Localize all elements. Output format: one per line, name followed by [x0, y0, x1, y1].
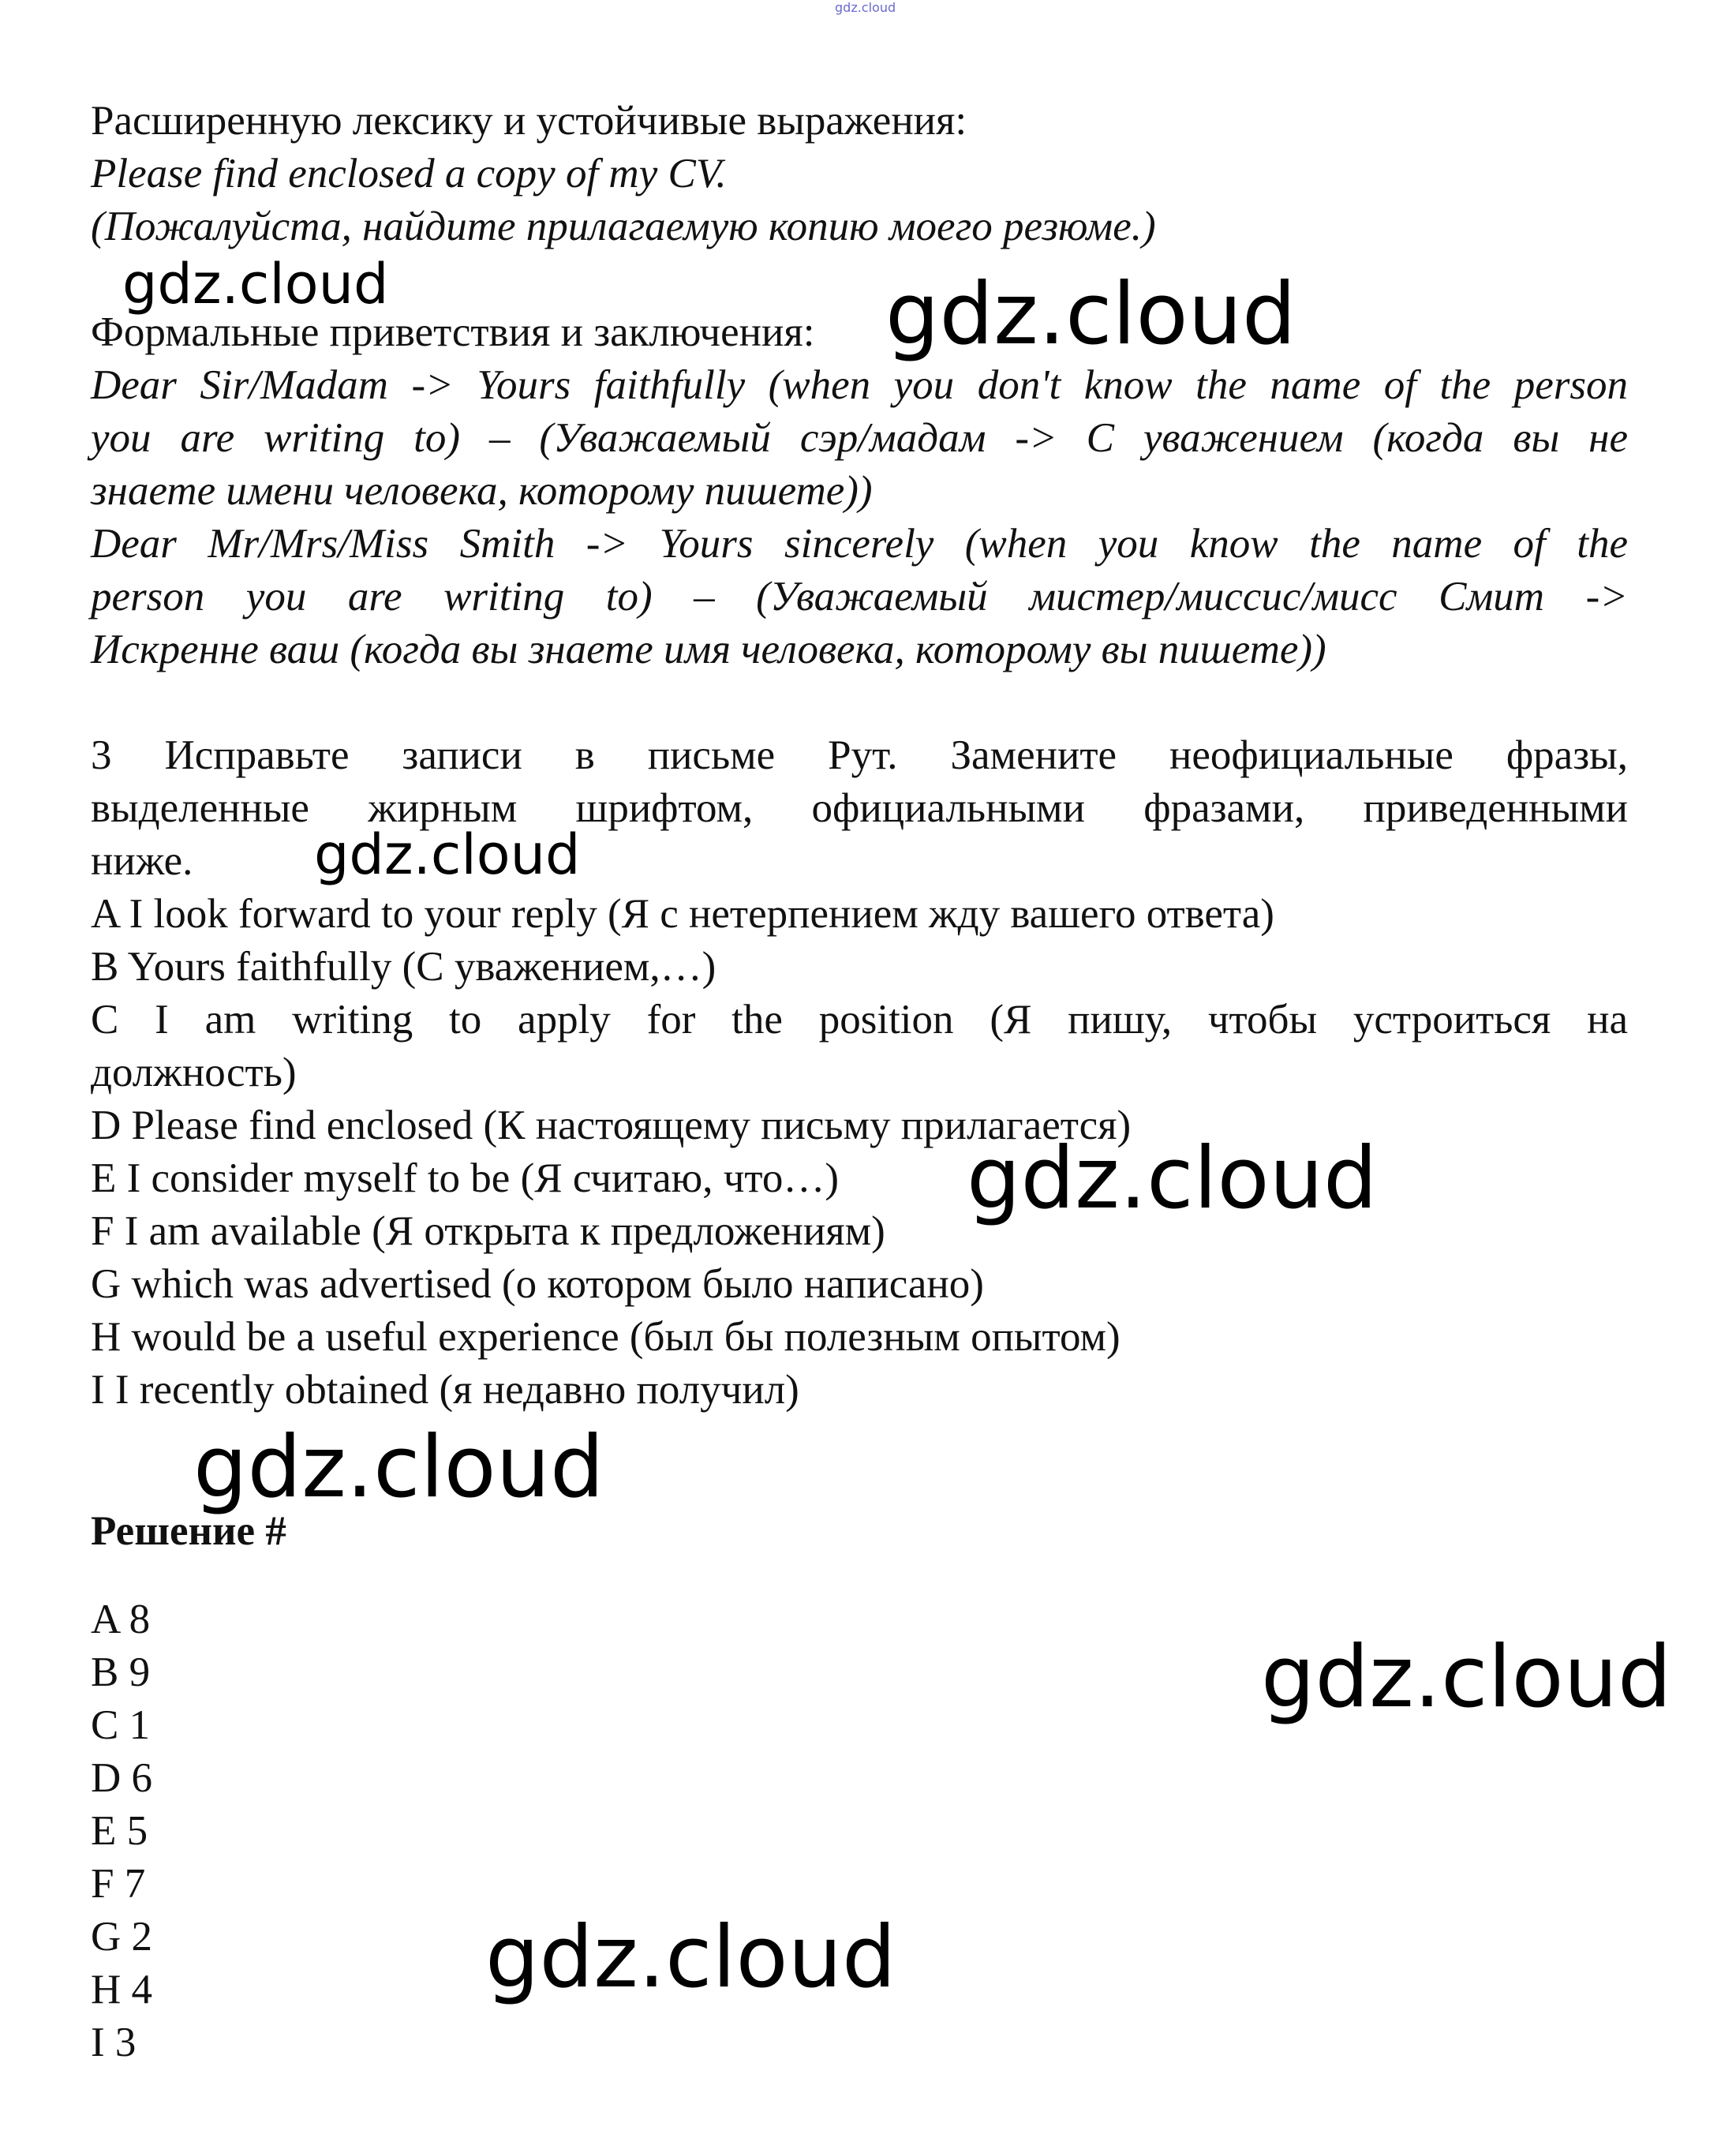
watermark: gdz.cloud	[967, 1129, 1378, 1228]
greeting-line-3: знаете имени человека, которому пишете))	[91, 468, 873, 514]
answer-a: A 8	[91, 1597, 151, 1642]
watermark: gdz.cloud	[485, 1908, 896, 2007]
answer-b: B 9	[91, 1649, 151, 1695]
watermark: gdz.cloud	[885, 265, 1296, 364]
option-h: H would be a useful experience (был бы полезным опытом)	[91, 1314, 1121, 1360]
spacer	[91, 253, 1628, 306]
watermark: gdz.cloud	[193, 1418, 604, 1517]
answer-d: D 6	[91, 1755, 153, 1801]
section1-phrase-en: Please find enclosed a copy of my CV.	[91, 151, 727, 197]
greeting-line-5: person you are writing to) – (Уважаемый мистер/миссис/мисс Смит ->	[91, 574, 1628, 620]
option-e: E I consider myself to be (Я считаю, что…)	[91, 1155, 839, 1201]
option-c: C I am writing to apply for the position (Я пишу, чтобы устроиться на	[91, 997, 1628, 1043]
spacer	[91, 676, 1628, 729]
option-a: A I look forward to your reply (Я с нетерпением жду вашего ответа)	[91, 891, 1274, 937]
greeting-line-2: you are writing to) – (Уважаемый сэр/мадам -> С уважением (когда вы не	[91, 415, 1628, 461]
spacer	[91, 1417, 1628, 1469]
option-c-continued: должность)	[91, 1050, 297, 1095]
section2-heading: Формальные приветствия и заключения:	[91, 309, 815, 355]
option-b: B Yours faithfully (С уважением,…)	[91, 944, 716, 990]
greeting-line-6: Искренне ваш (когда вы знаете имя человека, которому вы пишете))	[91, 627, 1326, 672]
answer-h: H 4	[91, 1967, 153, 2012]
header-watermark: gdz.cloud	[835, 0, 896, 15]
greeting-line-4: Dear Mr/Mrs/Miss Smith -> Yours sincerely (when you know the name of the	[91, 521, 1628, 567]
task-line-1: 3 Исправьте записи в письме Рут. Замените неофициальные фразы,	[91, 732, 1628, 778]
greeting-line-1: Dear Sir/Madam -> Yours faithfully (when you don't know the name of the person	[91, 362, 1628, 408]
section1-intro: Расширенную лексику и устойчивые выражения:	[91, 98, 967, 144]
answer-i: I 3	[91, 2020, 137, 2065]
document-page	[91, 95, 1628, 2069]
answer-c: C 1	[91, 1702, 151, 1748]
section1-phrase-ru: (Пожалуйста, найдите прилагаемую копию моего резюме.)	[91, 204, 1156, 249]
spacer	[91, 1469, 1628, 1505]
answer-g: G 2	[91, 1914, 153, 1960]
task-line-3: ниже.	[91, 838, 193, 884]
option-i: I I recently obtained (я недавно получил)	[91, 1367, 799, 1413]
spacer	[91, 1558, 1628, 1593]
watermark: gdz.cloud	[314, 822, 581, 887]
option-f: F I am available (Я открыта к предложениям)	[91, 1208, 885, 1254]
watermark: gdz.cloud	[1261, 1628, 1672, 1727]
task-line-2: выделенные жирным шрифтом, официальными фразами, приведенными	[91, 785, 1628, 831]
watermark: gdz.cloud	[122, 252, 389, 316]
solution-heading: Решение #	[91, 1508, 286, 1554]
answer-e: E 5	[91, 1808, 148, 1854]
answer-f: F 7	[91, 1861, 146, 1907]
option-d: D Please find enclosed (К настоящему письму прилагается)	[91, 1103, 1132, 1148]
option-g: G which was advertised (о котором было написано)	[91, 1261, 984, 1307]
